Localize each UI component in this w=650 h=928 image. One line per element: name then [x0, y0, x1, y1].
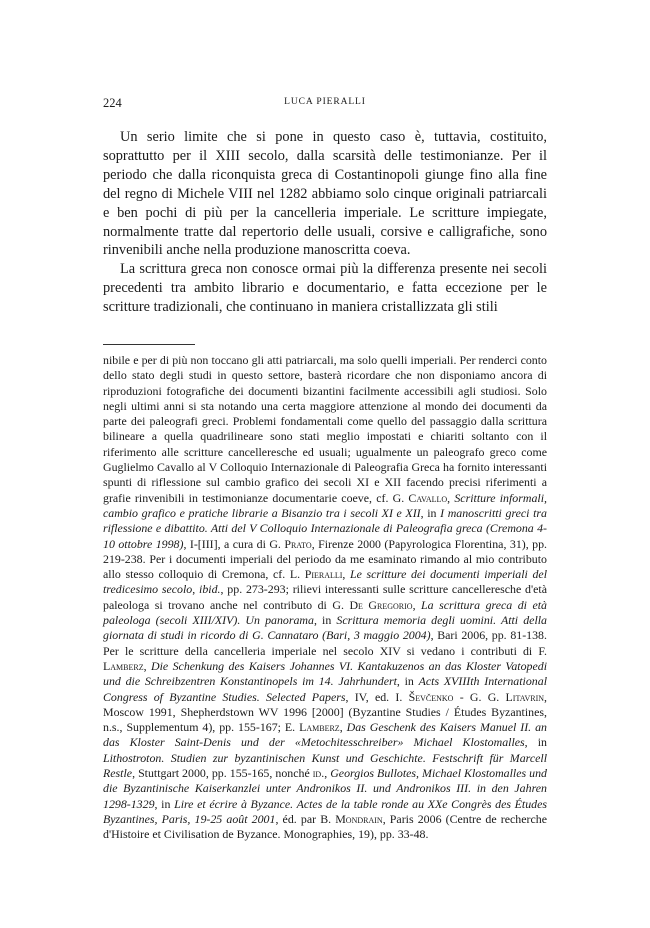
author-name: id. — [312, 766, 325, 781]
footnote-text: , in — [420, 505, 441, 520]
footnote-text: , Bari 2006, pp. 81-138. Per le scritture della cancelleria imperiale nel secolo XIV si vedano i contributi di F. — [103, 628, 547, 658]
footnote-text: , — [143, 658, 152, 673]
footnote-text: , IV, ed. I. — [345, 689, 409, 704]
footnote-text: , in — [154, 796, 175, 811]
footnote-text: , Moscow 1991, Shepherdstown WV 1996 [2000] (Byzantine Studies / Études Byzantines, n.s., Supplementum 4), pp. 155-167; E. — [103, 689, 547, 735]
footnote-separator — [103, 344, 195, 345]
citation-title: La scrittura greca di età paleologa (secoli XIII/XIV). Un panorama — [103, 597, 547, 628]
footnote-text: , — [324, 766, 331, 781]
author-name: Mondrain — [335, 811, 383, 826]
footnote-text: nibile e per di più non toccano gli atti patriarcali, ma solo quelli imperiali. Per renderci conto dello stato degli studi in questo settore, basterà ricordare che non disponiamo ancora di riproduzioni fotografiche dei documenti bizantini facilmente accessibili agli studiosi. Solo negli ultimi anni si sta notando una certa maggiore attenzione al mondo dei documenti da parte dei paleografi greci. Problemi fondamentali come quello del passaggio dalla scrittura bilineare a quella quadrilineare sono stati meglio impostati e chiariti soltanto con il riferimento alle scritture cancelleresche ed usuali; ugualmente un paleografo greco come Guglielmo Cavallo al V Colloquio Internazionale di Paleografia Greca ha fornito interessanti spunti di riflessione sul cambio grafico dei secoli XI e XII facendo precisi riferimenti a grafie rinvenibili in testimonianze documentarie coeve, cf. G. — [103, 353, 547, 505]
author-name: Cavallo — [408, 490, 448, 505]
citation-title: Scritture informali, cambio grafico e pratiche librarie a Bisanzio tra i secoli XI e XII — [103, 490, 547, 520]
footnote-text: , — [192, 582, 200, 597]
footnote-text: , éd. par B. — [275, 811, 336, 826]
page-header — [103, 96, 547, 112]
citation-title: Scrittura memoria degli uomini. Atti della giornata di studi in ricordo di G. Cannataro (Bari, 3 maggio 2004) — [103, 613, 547, 643]
footnote-text: , Stuttgart 2000, pp. 155-165, nonché — [132, 766, 313, 781]
citation-title: Lithostroton. Studien zur byzantinischen Kunst und Geschichte. Festschrift für Marcell Restle — [103, 750, 547, 781]
body-paragraph-2: La scrittura greca non conosce ormai più la differenza presente nei secoli precedenti tra ambito librario e documentario, e fatta eccezione per le scritture tradizionali, che continuano in maniera cristallizzata gli stili — [103, 261, 547, 316]
footnote-text: , in — [313, 613, 337, 628]
author-name: Prato — [284, 536, 312, 551]
citation-title: Das Geschenk des Kaisers Manuel II. an das Kloster Saint-Denis und der «Metochitesschreiber» Michael Klostomalles — [103, 720, 547, 750]
footnote-text: , — [447, 490, 455, 505]
citation-title: Georgios Bullotes, Michael Klostomalles und die Byzantinische Kaiserkanzlei unter Andronikos II. und Andronikos III. in den Jahren 1298-1329 — [103, 766, 547, 811]
citation-title: ibid. — [199, 582, 221, 597]
footnote-text: , in — [396, 674, 419, 689]
author-name: De Gregorio — [349, 597, 413, 612]
footnote-text: , — [339, 720, 347, 735]
running-head: LUCA PIERALLI — [284, 97, 366, 107]
citation-title: Le scritture dei documenti imperiali del tredicesimo secolo — [103, 567, 547, 597]
footnote-text: , Paris 2006 (Centre de recherche d'Histoire et Civilisation de Byzance. Monographies, 19), pp. 33-48. — [103, 811, 547, 842]
footnote-text: , pp. 273-293; rilievi interessanti sulle scritture cancelleresche d'età paleologa si trovano anche nel contributo di G. — [103, 582, 547, 612]
footnote-text: - G. G. — [453, 689, 506, 704]
citation-title: Lire et écrire à Byzance. Actes de la table ronde au XXe Congrès des Études Byzantines, Paris, 19-25 août 2001 — [103, 796, 547, 826]
footnote-text: , — [342, 567, 351, 582]
citation-title: I manoscritti greci tra riflessione e dibattito. Atti del V Colloquio Internazionale di Paleografia greca (Cremona 4-10 ottobre 1998) — [103, 505, 547, 551]
body-paragraph-1: Un serio limite che si pone in questo caso è, tuttavia, costituito, soprattutto per il XIII secolo, dalla scarsità delle testimonianze. Per il periodo che dalla riconquista greca di Costantinopoli giunge fino alla fine del regno di Michele VIII nel 1282 abbiamo solo cinque originali patriarcali e ben pochi di più per la cancelleria imperiale. Le scritture impiegate, normalmente tratte dal repertorio delle usuali, corsive e calligrafiche, sono rinvenibili anche nella produzione manoscritta coeva. — [103, 129, 547, 259]
footnote-text: , Firenze 2000 (Papyrologica Florentina, 31), pp. 219-238. Per i documenti imperiali del periodo da me esaminato rimando al mio contributo allo stesso colloquio di Cremona, cf. L. — [103, 536, 548, 582]
citation-title: Die Schenkung des Kaisers Johannes VI. Kantakuzenos an das Kloster Vatopedi und die Schreibzentren Konstantinopels im 14. Jahrhundert — [103, 658, 547, 689]
author-name: Pieralli — [304, 567, 343, 582]
footnote-text: , I-[III], a cura di G. — [183, 536, 285, 551]
footnote-text: , — [412, 597, 422, 612]
author-name: Lamberz — [299, 720, 340, 735]
author-name: Ševčenko — [408, 689, 454, 704]
author-name: Lamberz — [103, 658, 144, 673]
main-text — [103, 128, 547, 317]
page-number: 224 — [103, 96, 122, 110]
footnote-text: , in — [524, 735, 547, 750]
author-name: Litavrin — [505, 689, 545, 704]
footnote — [103, 353, 547, 843]
citation-title: Acts XVIIIth International Congress of Byzantine Studies. Selected Papers — [103, 674, 547, 704]
